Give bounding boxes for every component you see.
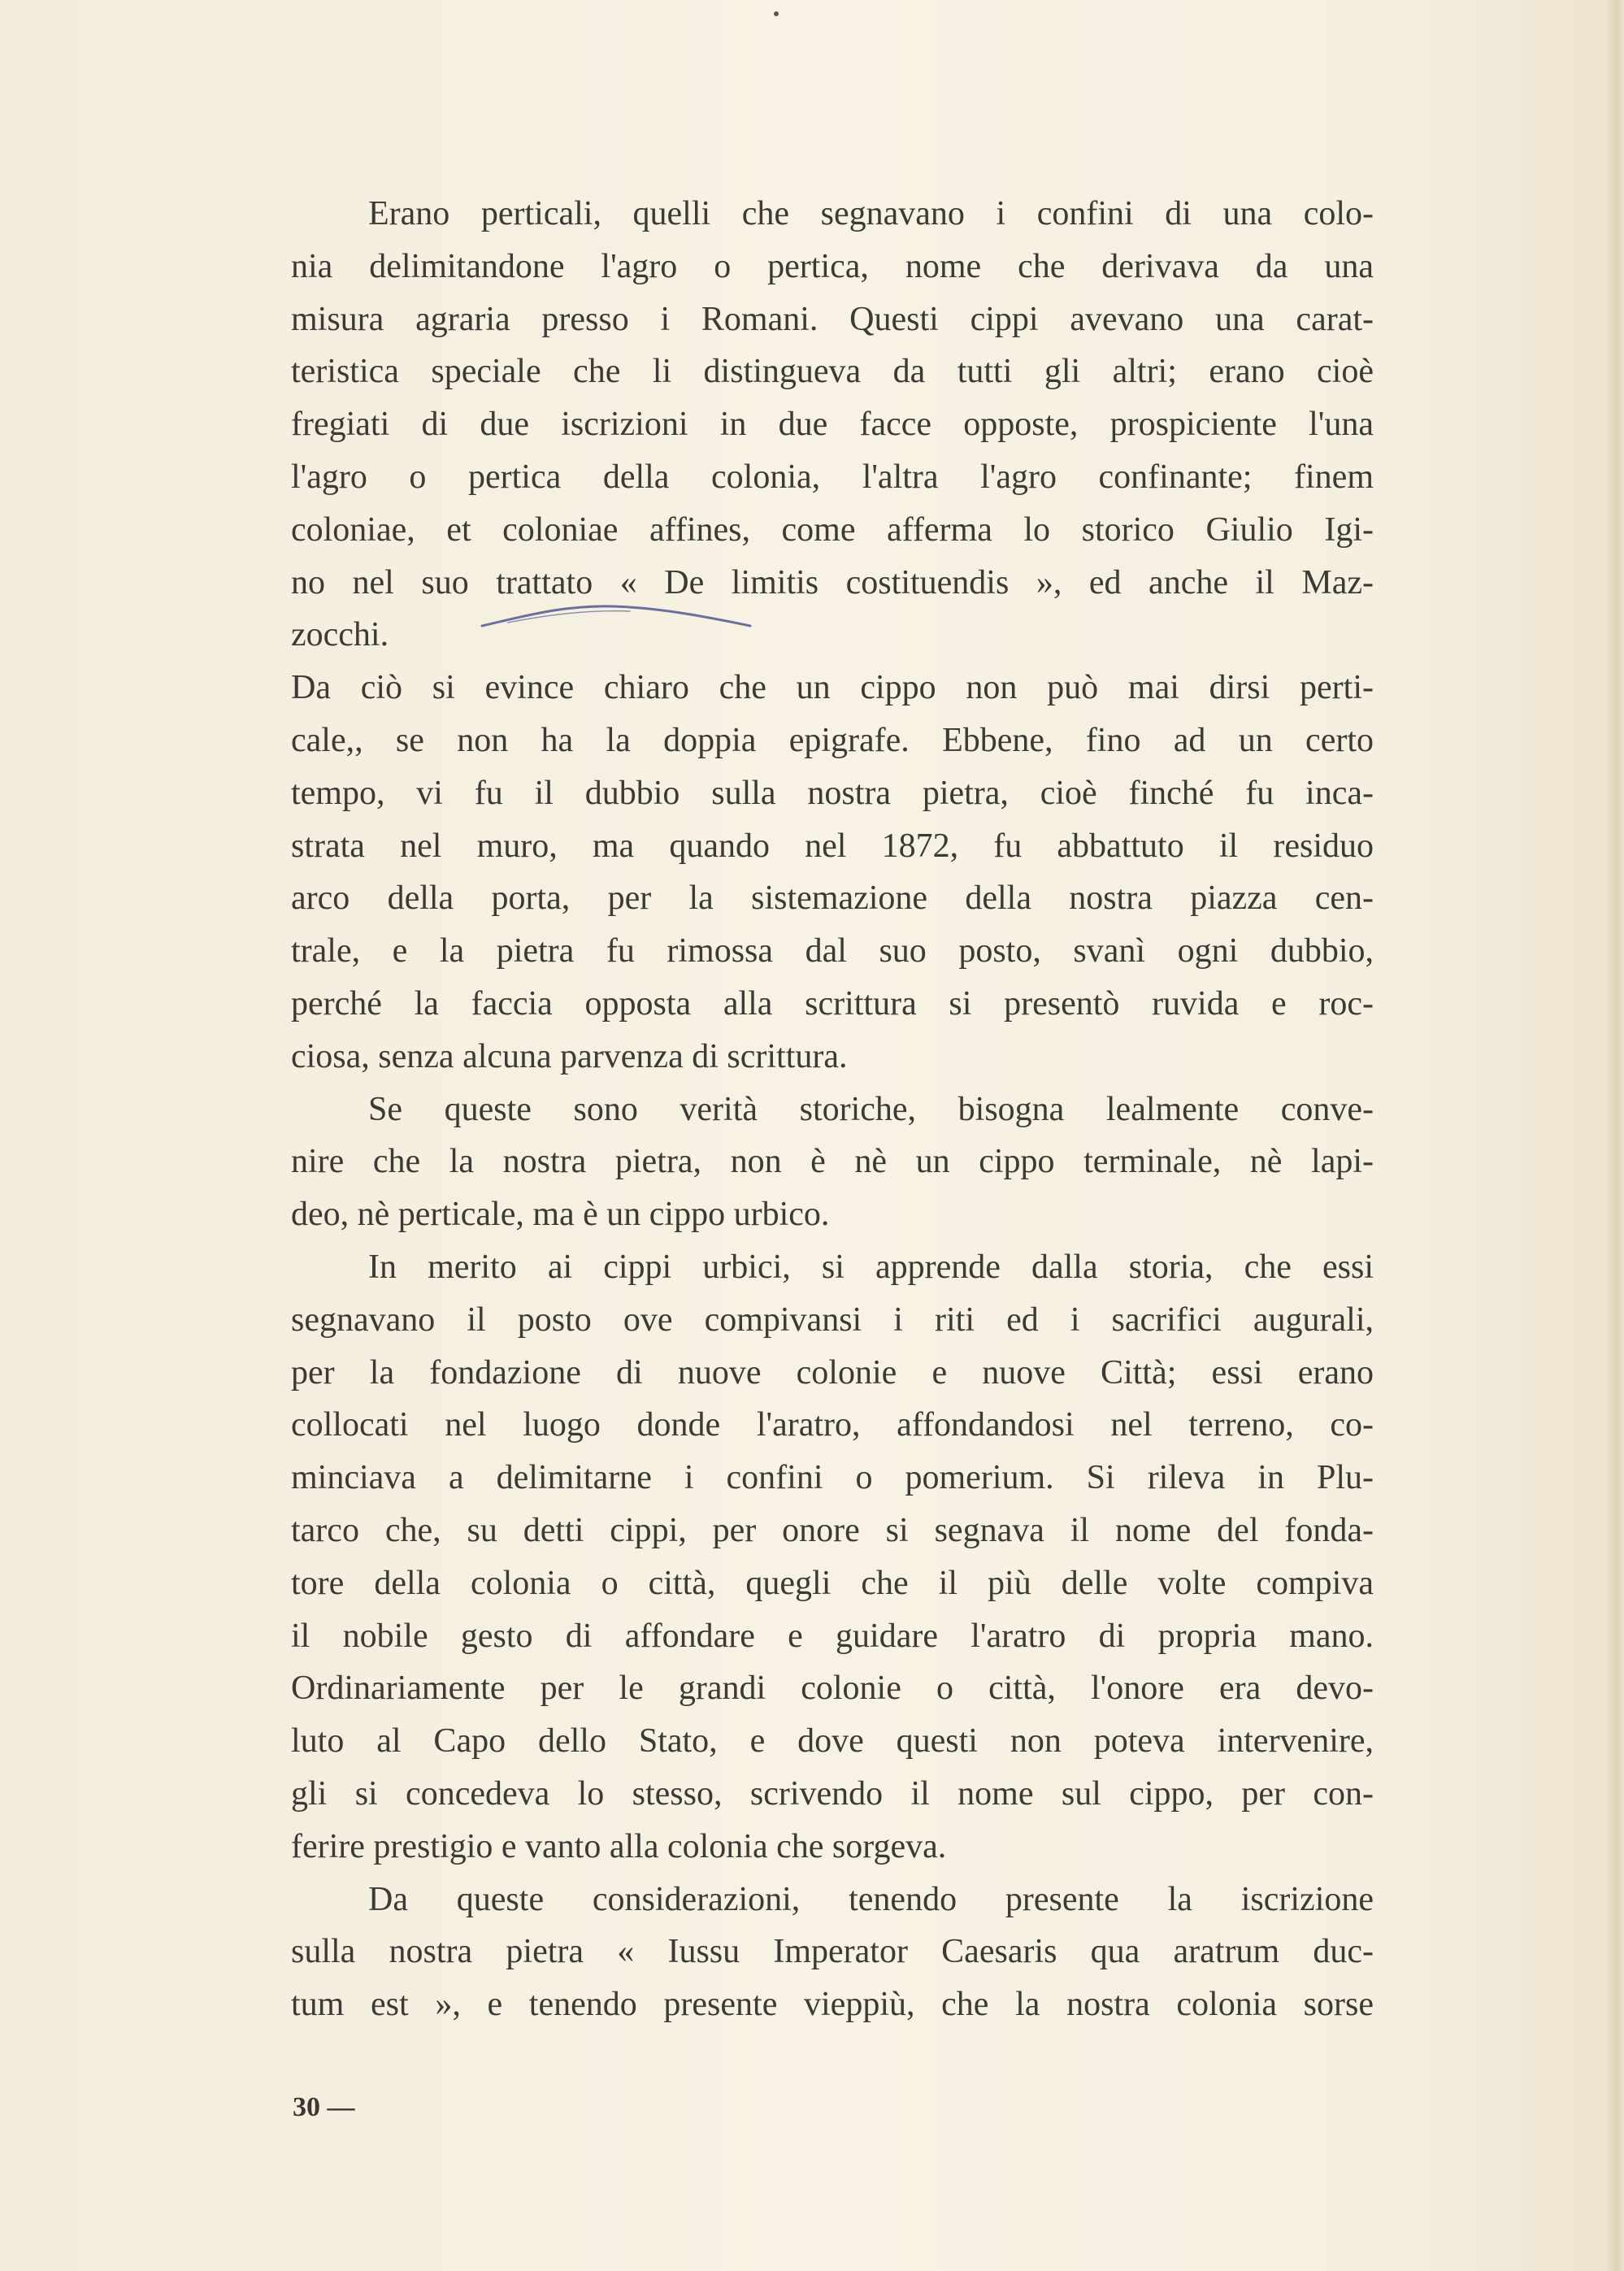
text-line: il nobile gesto di affondare e guidare l'aratro di propria mano.	[291, 1617, 1374, 1655]
text-line: tum est », e tenendo presente vieppiù, che la nostra colonia sorse	[291, 1986, 1374, 2024]
text-line: coloniae, et coloniae affines, come afferma lo storico Giulio Igi-	[291, 510, 1374, 549]
text-line: luto al Capo dello Stato, e dove questi non poteva intervenire,	[291, 1722, 1374, 1761]
text-line: strata nel muro, ma quando nel 1872, fu abbattuto il residuo	[291, 827, 1374, 865]
text-line: trale, e la pietra fu rimossa dal suo posto, svanì ogni dubbio,	[291, 932, 1374, 970]
text-line: arco della porta, per la sistemazione della nostra piazza cen-	[291, 879, 1374, 918]
text-line: Da queste considerazioni, tenendo presente la iscrizione	[368, 1880, 1374, 1918]
paper-edge	[1606, 0, 1624, 2271]
text-line: tempo, vi fu il dubbio sulla nostra pietra, cioè finché fu inca-	[291, 774, 1374, 812]
text-line: collocati nel luogo donde l'aratro, affondandosi nel terreno, co-	[291, 1406, 1374, 1444]
text-line: ciosa, senza alcuna parvenza di scrittura.	[291, 1037, 848, 1075]
text-line: minciava a delimitarne i confini o pomerium. Si rileva in Plu-	[291, 1459, 1374, 1497]
text-line: misura agraria presso i Romani. Questi cippi avevano una carat-	[291, 300, 1374, 338]
text-line: ferire prestigio e vanto alla colonia che sorgeva.	[291, 1827, 947, 1865]
pen-underline-mark	[475, 601, 756, 632]
text-line: Ordinariamente per le grandi colonie o città, l'onore era devo-	[291, 1670, 1374, 1708]
ink-dot	[774, 11, 779, 16]
text-line: tarco che, su detti cippi, per onore si segnava il nome del fonda-	[291, 1511, 1374, 1549]
text-line: no nel suo trattato « De limitis costituendis », ed anche il Maz-	[291, 563, 1374, 601]
page-number: 30 —	[293, 2092, 355, 2122]
text-line: sulla nostra pietra « Iussu Imperator Caesaris qua aratrum duc-	[291, 1933, 1374, 1971]
text-line: per la fondazione di nuove colonie e nuove Città; essi erano	[291, 1353, 1374, 1392]
text-line: perché la faccia opposta alla scrittura si presentò ruvida e roc-	[291, 984, 1374, 1023]
text-line: tore della colonia o città, quegli che il più delle volte compiva	[291, 1564, 1374, 1602]
text-line: l'agro o pertica della colonia, l'altra l'agro confinante; finem	[291, 458, 1374, 496]
text-line: Erano perticali, quelli che segnavano i confini di una colo-	[368, 195, 1374, 232]
text-line: deo, nè perticale, ma è un cippo urbico.	[291, 1196, 830, 1234]
text-line: teristica speciale che li distingueva da tutti gli altri; erano cioè	[291, 353, 1374, 391]
text-line: fregiati di due iscrizioni in due facce opposte, prospiciente l'una	[291, 406, 1374, 444]
text-line: Da ciò si evince chiaro che un cippo non può mai dirsi perti-	[291, 669, 1374, 707]
text-line: segnavano il posto ove compivansi i riti ed i sacrifici augurali,	[291, 1301, 1374, 1339]
text-line: Se queste sono verità storiche, bisogna lealmente conve-	[368, 1090, 1374, 1128]
text-line: nire che la nostra pietra, non è nè un cippo terminale, nè lapi-	[291, 1143, 1374, 1181]
text-line: cale,, se non ha la doppia epigrafe. Ebbene, fino ad un certo	[291, 721, 1374, 759]
text-line: nia delimitandone l'agro o pertica, nome che derivava da una	[291, 247, 1374, 285]
text-line: gli si concedeva lo stesso, scrivendo il nome sul cippo, per con-	[291, 1774, 1374, 1813]
text-line: zocchi.	[291, 616, 389, 654]
body-text	[291, 188, 1374, 2031]
text-line: In merito ai cippi urbici, si apprende dalla storia, che essi	[368, 1248, 1374, 1286]
